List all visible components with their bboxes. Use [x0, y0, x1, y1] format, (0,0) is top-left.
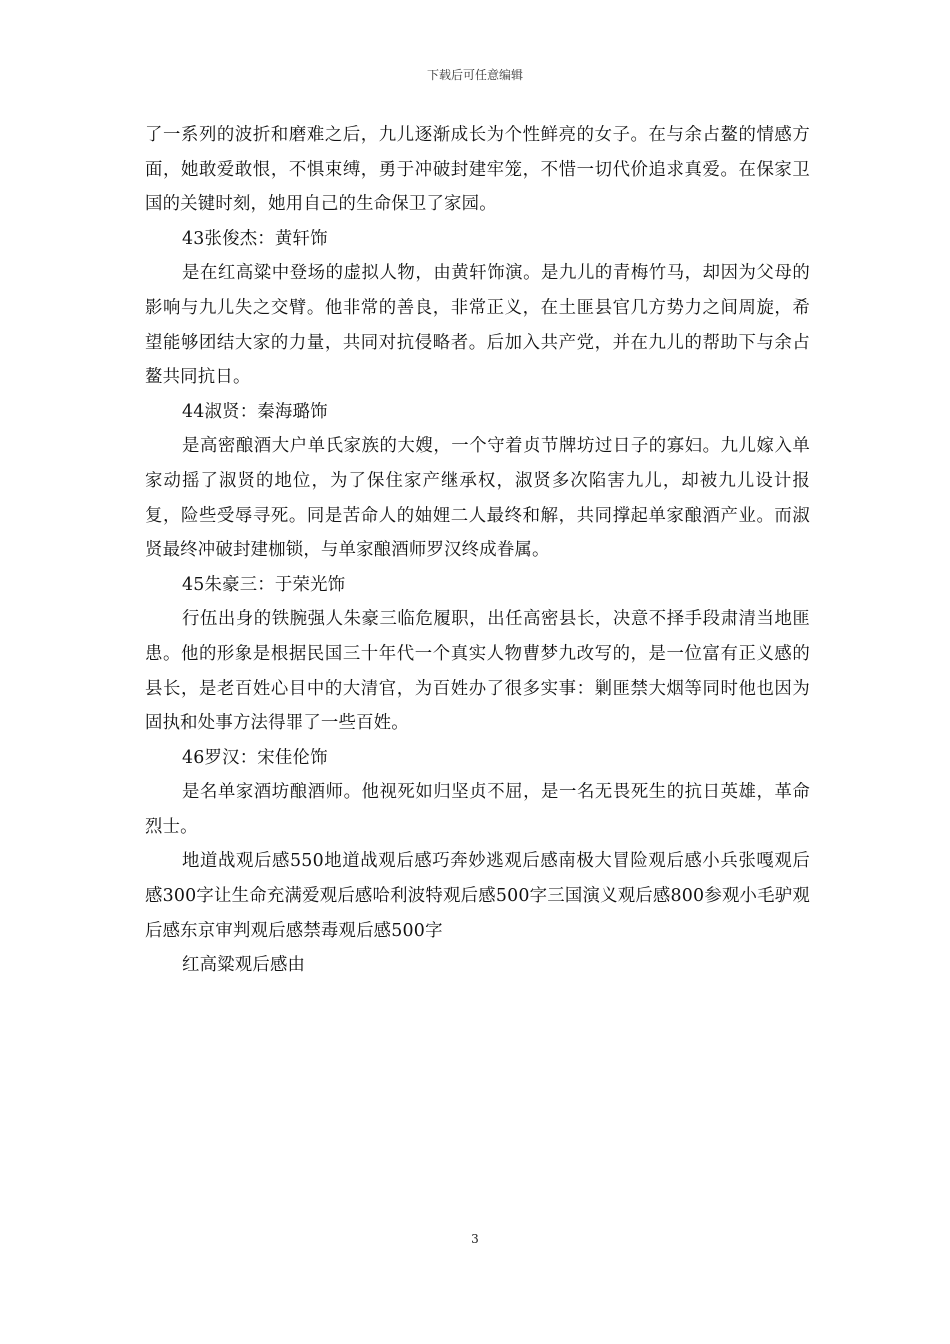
character-description: 是在红高粱中登场的虚拟人物，由黄轩饰演。是九儿的青梅竹马，却因为父母的影响与九儿失之交臂。他非常的善良，非常正义，在土匪县官几方势力之间周旋，希望能够团结大家的力量，共同对抗侵略者。后加入共产党，并在九儿的帮助下与余占鳌共同抗日。 [145, 263, 810, 388]
document-body [145, 118, 810, 983]
page-header: 下载后可任意编辑 [426, 68, 523, 82]
character-description: 行伍出身的铁腕强人朱豪三临危履职，出任高密县长，决意不择手段肃清当地匪患。他的形象是根据民国三十年代一个真实人物曹梦九改写的，是一位富有正义感的县长，是老百姓心目中的大清官，为百姓办了很多实事：剿匪禁大烟等同时他也因为固执和处事方法得罪了一些百姓。 [145, 609, 810, 734]
character-heading: 43张俊杰：黄轩饰 [182, 228, 328, 249]
character-heading: 46罗汉：宋佳伦饰 [182, 747, 328, 768]
character-description: 是名单家酒坊酿酒师。他视死如归坚贞不屈，是一名无畏死生的抗日英雄，革命烈士。 [145, 782, 810, 837]
paragraph-continuation: 了一系列的波折和磨难之后，九儿逐渐成长为个性鲜亮的女子。在与余占鳌的情感方面，她敢爱敢恨，不惧束缚，勇于冲破封建牢笼，不惜一切代价追求真爱。在保家卫国的关键时刻，她用自己的生命保卫了家园。 [145, 125, 810, 215]
character-heading: 45朱豪三：于荣光饰 [182, 574, 346, 595]
page-number: 3 [471, 1232, 479, 1246]
related-articles-paragraph: 地道战观后感550地道战观后感巧奔妙逃观后感南极大冒险观后感小兵张嘎观后感300字让生命充满爱观后感哈利波特观后感500字三国演义观后感800参观小毛驴观后感东京审判观后感禁毒观后感500字 [145, 851, 810, 941]
character-description: 是高密酿酒大户单氏家族的大嫂，一个守着贞节牌坊过日子的寡妇。九儿嫁入单家动摇了淑贤的地位，为了保住家产继承权，淑贤多次陷害九儿，却被九儿设计报复，险些受辱寻死。同是苦命人的妯娌二人最终和解，共同撑起单家酿酒产业。而淑贤最终冲破封建枷锁，与单家酿酒师罗汉终成眷属。 [145, 436, 810, 561]
character-heading: 44淑贤：秦海璐饰 [182, 401, 328, 422]
closing-line: 红高粱观后感由 [182, 955, 306, 976]
